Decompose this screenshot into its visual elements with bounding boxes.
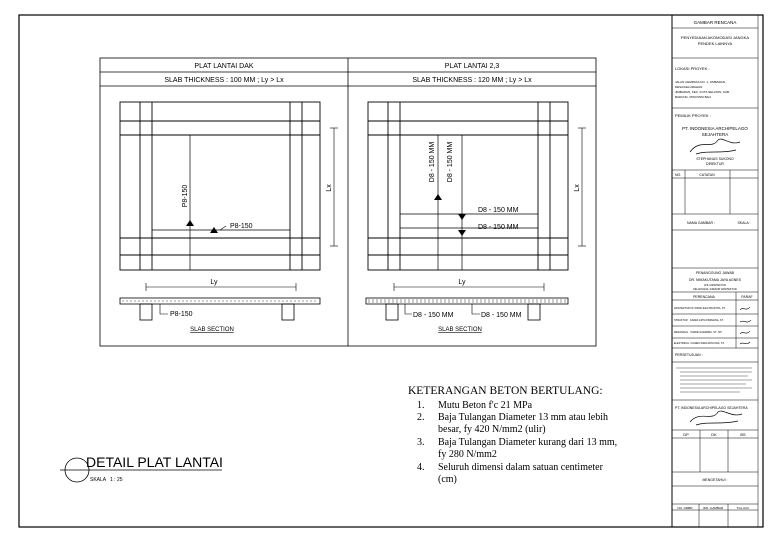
tb-sig-col-dp: DP xyxy=(683,432,689,437)
panel2-rebar-horizontal-1: D8 - 150 MM xyxy=(478,207,519,214)
tb-signer: STEPHANUS SUKONO xyxy=(696,157,734,161)
tb-owner-label: PEMILIK PROYEK : xyxy=(675,113,711,118)
tb-planner-3-text: I MADE SUDARMA, ST., MT. xyxy=(690,331,723,334)
tb-signer-role: DIREKTUR xyxy=(706,162,724,166)
tb-owner-line-2: SEJAHTERA xyxy=(701,132,729,137)
tb-location-label: LOKASI PROYEK : xyxy=(675,66,710,71)
tb-approval-owner: PT. INDONESIA ARCHIPELAGO SEJAHTERA xyxy=(675,406,748,410)
sheet-border xyxy=(19,15,763,527)
note-4-num: 4. xyxy=(417,462,425,473)
owner-signature xyxy=(690,139,740,154)
panel1-rebar-vertical: P8-150 xyxy=(182,184,189,208)
planner-paraf-marks xyxy=(740,307,751,344)
tb-planner-4-text: I KADEK WIRA ADNYANA, ST. xyxy=(690,342,725,345)
panel2-slab-section xyxy=(366,298,568,320)
tb-checked-label: MENGETAHUI : xyxy=(702,478,728,482)
note-3-line-2: fy 280 N/mm2 xyxy=(438,449,497,460)
panel2-section-label: SLAB SECTION xyxy=(438,327,482,333)
panel2-section-callout-2: D8 - 150 MM xyxy=(481,312,522,319)
note-4-line-1: Seluruh dimensi dalam satuan centimeter xyxy=(438,462,603,473)
tb-footer-2: JML. GAMBAR xyxy=(702,506,724,510)
drawing-scale-label: SKALA xyxy=(90,477,107,483)
tb-sig-col-bs: BS xyxy=(740,432,746,437)
tb-planner-1-text: I NYOMAN EKA PRASTHA, ST. xyxy=(690,307,726,310)
panel2-rebar-vertical-2: D8 - 150 MM xyxy=(447,141,454,183)
panel2-rebar-vertical-1: D8 - 150 MM xyxy=(429,141,436,183)
note-4-line-2: (cm) xyxy=(438,474,457,485)
note-2-num: 2. xyxy=(417,412,425,423)
tb-approver-sub-1: AHLI ARSITEKTUR xyxy=(704,284,726,287)
panel1-section-label: SLAB SECTION xyxy=(190,327,234,333)
tb-sig-col-dk: DK xyxy=(711,432,717,437)
tb-planner-1-role: ARSITEKTUR xyxy=(674,307,690,310)
tb-approval-label: PERSETUJUAN : xyxy=(675,353,703,357)
tb-planner-2-role: STRUKTUR xyxy=(674,319,688,322)
note-3-num: 3. xyxy=(417,437,425,448)
tb-planner-label: PERENCANA xyxy=(693,295,715,299)
tb-header: GAMBAR RENCANA xyxy=(693,20,737,25)
panel2-rebar-horizontal-2: D8 - 150 MM xyxy=(478,224,519,231)
approval-signature xyxy=(690,411,742,425)
note-2-line-1: Baja Tulangan Diameter 13 mm atau lebih xyxy=(438,412,608,423)
tb-approver-header: PENANGGUNG JAWAB xyxy=(695,271,735,275)
tb-drawing-name-label: NAMA GAMBAR : xyxy=(686,221,716,225)
tb-paraf-label: PARAF xyxy=(741,295,753,299)
tb-notes-label: CATATAN xyxy=(699,173,715,177)
notes-heading: KETERANGAN BETON BERTULANG: xyxy=(408,385,603,397)
tb-location-line-3: JIMBARAN, KEC. KUTA SELATAN, KAB. xyxy=(675,90,730,94)
panel2-section-callout-1: D8 - 150 MM xyxy=(413,312,454,319)
panel1-dim-lx: Lx xyxy=(326,184,333,192)
tb-location-line-1: JALAN CEMPAKA NO. 1, JIMBARAN, xyxy=(675,80,726,84)
note-3-line-1: Baja Tulangan Diameter kurang dari 13 mm, xyxy=(438,437,618,448)
panel1-rebar-horizontal: P8-150 xyxy=(230,223,253,230)
detail-frame xyxy=(100,58,596,346)
panel2-title: PLAT LANTAI 2,3 xyxy=(444,63,500,70)
panel1-slab-section xyxy=(120,298,320,320)
panel1-dim-ly: Ly xyxy=(210,279,218,286)
panel1-subtitle: SLAB THICKNESS : 100 MM ; Ly > Lx xyxy=(164,77,284,84)
drawing-title: DETAIL PLAT LANTAI xyxy=(86,454,223,470)
tb-footer-3: TGL ACC xyxy=(736,506,750,510)
tb-footer-1: NO. GMBR xyxy=(677,506,693,510)
tb-project-line-2: PENDEK LAINNYA xyxy=(697,41,733,46)
panel1-section-callout: P8-150 xyxy=(170,311,193,318)
panel1-slab-plan xyxy=(120,102,320,270)
panel2-subtitle: SLAB THICKNESS : 120 MM ; Ly > Lx xyxy=(412,77,532,84)
panel2-dim-lx: Lx xyxy=(574,184,581,192)
panel2-slab-plan xyxy=(368,102,568,270)
tb-planner-2-text: KADEK ARYA PRAMANA, ST. xyxy=(690,319,724,322)
panel1-dimension-lines xyxy=(146,128,338,291)
panel1-title: PLAT LANTAI DAK xyxy=(194,63,254,70)
drawing-scale-value: 1 : 25 xyxy=(110,477,123,483)
tb-approver: DR. NIMAKUTAMA JAYA AGNES xyxy=(689,278,741,282)
note-2-line-2: besar, fy 420 N/mm2 (ulir) xyxy=(438,424,546,435)
tb-location-line-4: BADUNG, PROVINSI BALI xyxy=(675,95,712,99)
tb-planner-4-role: ELEKTRIKAL xyxy=(674,342,690,345)
note-1-line-1: Mutu Beton f'c 21 MPa xyxy=(438,400,533,411)
tb-approver-sub-2: PELAKSANA / ASESOR ARSITEKTUR xyxy=(693,288,737,291)
tb-scale-label: SKALA : xyxy=(737,221,751,225)
tb-no-label: NO. xyxy=(675,173,682,177)
note-1-num: 1. xyxy=(417,400,425,411)
tb-project-line-1: PENYEDIAAN AKOMODASI JANGKA xyxy=(680,35,750,40)
tb-owner-line-1: PT. INDONESIA ARCHIPELAGO xyxy=(682,126,748,131)
tb-location-line-2: DESA/KELURAHAN xyxy=(675,85,703,89)
tb-planner-3-role: MEKANIKAL xyxy=(674,331,689,334)
panel2-dim-ly: Ly xyxy=(458,279,466,286)
tb-approval-fine-print xyxy=(676,368,752,392)
